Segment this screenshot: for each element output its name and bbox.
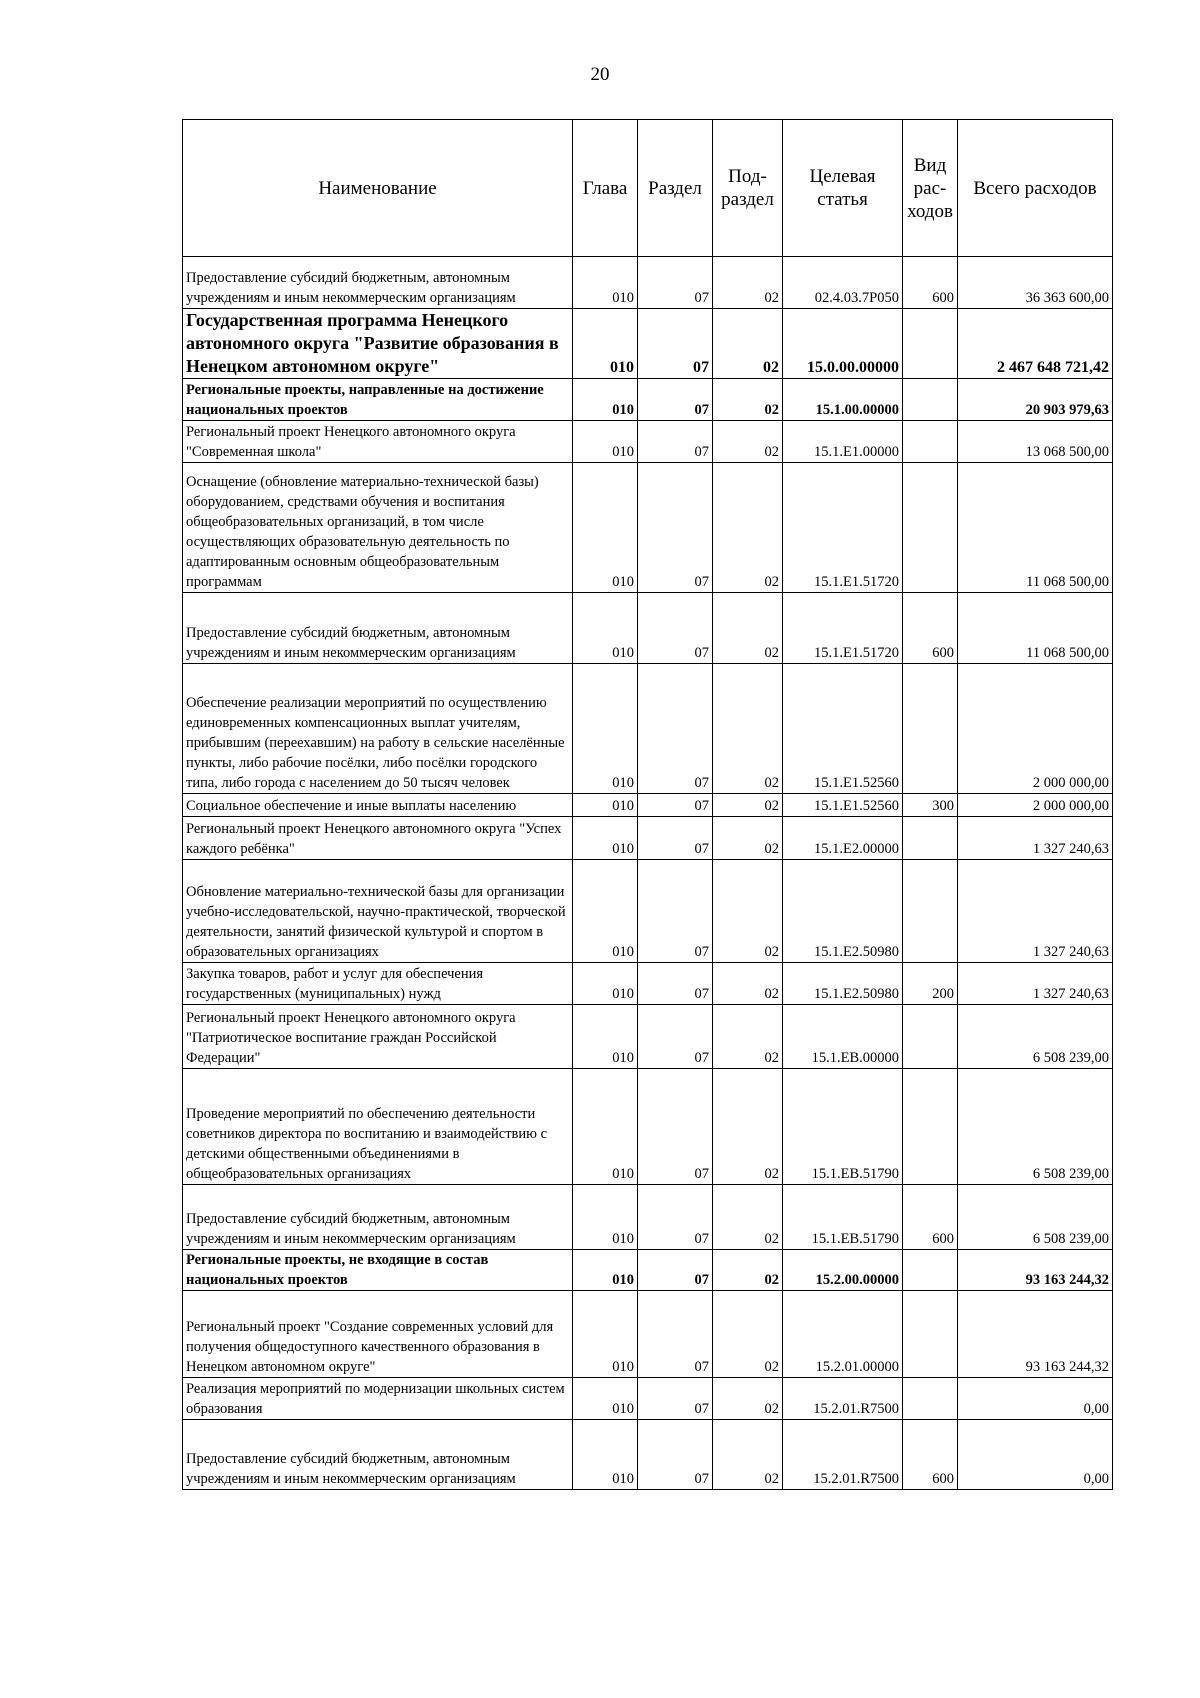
cell-total: 6 508 239,00: [958, 1185, 1113, 1250]
table-row: [183, 257, 1113, 309]
cell-expense-type: [903, 463, 958, 593]
header-expense-type: Вид рас-ходов: [903, 120, 958, 257]
header-row: [183, 120, 1113, 257]
header-name: Наименование: [183, 120, 573, 257]
cell-name: Региональный проект "Создание современных условий для получения общедоступного качественного образования в Ненецком автономном округе": [183, 1291, 573, 1378]
cell-expense-type: [903, 379, 958, 421]
cell-expense-type: 600: [903, 257, 958, 309]
cell-chapter: 010: [573, 664, 638, 794]
cell-total: 36 363 600,00: [958, 257, 1113, 309]
cell-total: 0,00: [958, 1378, 1113, 1420]
cell-target-article: 15.2.01.00000: [783, 1291, 903, 1378]
header-subsection: Под-раздел: [713, 120, 783, 257]
cell-subsection: 02: [713, 664, 783, 794]
cell-section: 07: [638, 1291, 713, 1378]
cell-name: Закупка товаров, работ и услуг для обеспечения государственных (муниципальных) нужд: [183, 963, 573, 1005]
cell-expense-type: 600: [903, 1185, 958, 1250]
cell-section: 07: [638, 257, 713, 309]
cell-target-article: 15.1.Е1.52560: [783, 794, 903, 817]
cell-subsection: 02: [713, 593, 783, 664]
cell-subsection: 02: [713, 257, 783, 309]
cell-subsection: 02: [713, 963, 783, 1005]
cell-subsection: 02: [713, 794, 783, 817]
cell-chapter: 010: [573, 1420, 638, 1490]
table-row: [183, 1185, 1113, 1250]
cell-expense-type: [903, 1069, 958, 1185]
cell-name: Предоставление субсидий бюджетным, автономным учреждениям и иным некоммерческим организациям: [183, 593, 573, 664]
header-total: Всего расходов: [958, 120, 1113, 257]
cell-chapter: 010: [573, 593, 638, 664]
cell-subsection: 02: [713, 379, 783, 421]
cell-expense-type: 600: [903, 1420, 958, 1490]
cell-total: 2 000 000,00: [958, 794, 1113, 817]
cell-chapter: 010: [573, 463, 638, 593]
cell-chapter: 010: [573, 309, 638, 379]
cell-expense-type: [903, 421, 958, 463]
cell-total: 11 068 500,00: [958, 593, 1113, 664]
cell-target-article: 15.1.Е1.51720: [783, 463, 903, 593]
cell-target-article: 15.2.00.00000: [783, 1250, 903, 1291]
cell-total: 93 163 244,32: [958, 1291, 1113, 1378]
cell-subsection: 02: [713, 1069, 783, 1185]
cell-target-article: 15.2.01.R7500: [783, 1420, 903, 1490]
cell-subsection: 02: [713, 309, 783, 379]
cell-section: 07: [638, 1250, 713, 1291]
cell-expense-type: [903, 664, 958, 794]
cell-section: 07: [638, 463, 713, 593]
cell-target-article: 15.1.00.00000: [783, 379, 903, 421]
cell-target-article: 02.4.03.7Р050: [783, 257, 903, 309]
cell-total: 2 000 000,00: [958, 664, 1113, 794]
table-row: [183, 817, 1113, 860]
cell-target-article: 15.1.Е2.00000: [783, 817, 903, 860]
header-chapter: Глава: [573, 120, 638, 257]
cell-section: 07: [638, 1378, 713, 1420]
cell-chapter: 010: [573, 860, 638, 963]
header-target-article: Целевая статья: [783, 120, 903, 257]
cell-section: 07: [638, 421, 713, 463]
cell-section: 07: [638, 1005, 713, 1069]
cell-expense-type: [903, 817, 958, 860]
table-row: [183, 1005, 1113, 1069]
cell-subsection: 02: [713, 860, 783, 963]
cell-section: 07: [638, 817, 713, 860]
cell-expense-type: [903, 309, 958, 379]
cell-expense-type: 200: [903, 963, 958, 1005]
cell-section: 07: [638, 593, 713, 664]
cell-section: 07: [638, 309, 713, 379]
cell-subsection: 02: [713, 1420, 783, 1490]
cell-expense-type: [903, 1250, 958, 1291]
cell-target-article: 15.1.Е1.52560: [783, 664, 903, 794]
cell-chapter: 010: [573, 963, 638, 1005]
cell-section: 07: [638, 664, 713, 794]
cell-name: Оснащение (обновление материально-технической базы) оборудованием, средствами обучения и воспитания общеобразовательных организаций, в том числе осуществляющих образовательную деятельность по адаптированным основным общеобразовательным программам: [183, 463, 573, 593]
table-body: [183, 257, 1113, 1490]
cell-expense-type: [903, 1291, 958, 1378]
cell-total: 20 903 979,63: [958, 379, 1113, 421]
cell-target-article: 15.1.Е1.00000: [783, 421, 903, 463]
cell-chapter: 010: [573, 379, 638, 421]
cell-total: 0,00: [958, 1420, 1113, 1490]
cell-total: 13 068 500,00: [958, 421, 1113, 463]
table-row: [183, 593, 1113, 664]
cell-total: 2 467 648 721,42: [958, 309, 1113, 379]
cell-chapter: 010: [573, 257, 638, 309]
cell-target-article: 15.1.Е1.51720: [783, 593, 903, 664]
header-section: Раздел: [638, 120, 713, 257]
cell-section: 07: [638, 1069, 713, 1185]
cell-section: 07: [638, 1420, 713, 1490]
cell-chapter: 010: [573, 817, 638, 860]
table-row: [183, 463, 1113, 593]
cell-chapter: 010: [573, 1185, 638, 1250]
cell-expense-type: [903, 1378, 958, 1420]
cell-chapter: 010: [573, 794, 638, 817]
cell-expense-type: 600: [903, 593, 958, 664]
table-row: [183, 1378, 1113, 1420]
cell-name: Региональный проект Ненецкого автономного округа "Современная школа": [183, 421, 573, 463]
cell-chapter: 010: [573, 1378, 638, 1420]
cell-total: 1 327 240,63: [958, 963, 1113, 1005]
cell-chapter: 010: [573, 1005, 638, 1069]
cell-name: Реализация мероприятий по модернизации школьных систем образования: [183, 1378, 573, 1420]
table-row: [183, 1420, 1113, 1490]
table-row: [183, 860, 1113, 963]
cell-total: 6 508 239,00: [958, 1005, 1113, 1069]
cell-name: Региональный проект Ненецкого автономного округа "Успех каждого ребёнка": [183, 817, 573, 860]
table-row: [183, 1291, 1113, 1378]
cell-section: 07: [638, 379, 713, 421]
cell-target-article: 15.1.Е2.50980: [783, 963, 903, 1005]
cell-chapter: 010: [573, 1069, 638, 1185]
cell-section: 07: [638, 1185, 713, 1250]
cell-subsection: 02: [713, 1005, 783, 1069]
table-row: [183, 421, 1113, 463]
cell-chapter: 010: [573, 1291, 638, 1378]
cell-expense-type: 300: [903, 794, 958, 817]
cell-name: Предоставление субсидий бюджетным, автономным учреждениям и иным некоммерческим организациям: [183, 257, 573, 309]
page-number: 20: [590, 64, 610, 85]
cell-name: Обеспечение реализации мероприятий по осуществлению единовременных компенсационных выплат учителям, прибывшим (переехавшим) на работу в сельские населённые пункты, либо рабочие посёлки, либо посёлки городского типа, либо города с населением до 50 тысяч человек: [183, 664, 573, 794]
cell-total: 1 327 240,63: [958, 860, 1113, 963]
table-row: [183, 664, 1113, 794]
cell-section: 07: [638, 963, 713, 1005]
cell-total: 1 327 240,63: [958, 817, 1113, 860]
table-row: [183, 309, 1113, 379]
budget-table: [182, 119, 1113, 1490]
cell-target-article: 15.2.01.R7500: [783, 1378, 903, 1420]
cell-name: Региональные проекты, не входящие в состав национальных проектов: [183, 1250, 573, 1291]
cell-target-article: 15.1.ЕВ.00000: [783, 1005, 903, 1069]
table-row: [183, 1069, 1113, 1185]
cell-target-article: 15.1.ЕВ.51790: [783, 1069, 903, 1185]
cell-subsection: 02: [713, 421, 783, 463]
cell-expense-type: [903, 860, 958, 963]
cell-name: Государственная программа Ненецкого автономного округа "Развитие образования в Ненецком автономном округе": [183, 309, 573, 379]
cell-total: 11 068 500,00: [958, 463, 1113, 593]
cell-subsection: 02: [713, 817, 783, 860]
cell-name: Региональные проекты, направленные на достижение национальных проектов: [183, 379, 573, 421]
cell-name: Обновление материально-технической базы для организации учебно-исследовательской, научно-практической, творческой деятельности, занятий физической культурой и спортом в образовательных организациях: [183, 860, 573, 963]
table-row: [183, 379, 1113, 421]
cell-total: 6 508 239,00: [958, 1069, 1113, 1185]
cell-name: Социальное обеспечение и иные выплаты населению: [183, 794, 573, 817]
table-row: [183, 963, 1113, 1005]
cell-subsection: 02: [713, 1185, 783, 1250]
cell-section: 07: [638, 860, 713, 963]
cell-name: Региональный проект Ненецкого автономного округа "Патриотическое воспитание граждан Российской Федерации": [183, 1005, 573, 1069]
cell-total: 93 163 244,32: [958, 1250, 1113, 1291]
cell-target-article: 15.0.00.00000: [783, 309, 903, 379]
cell-target-article: 15.1.Е2.50980: [783, 860, 903, 963]
cell-chapter: 010: [573, 1250, 638, 1291]
cell-name: Предоставление субсидий бюджетным, автономным учреждениям и иным некоммерческим организациям: [183, 1185, 573, 1250]
table-row: [183, 1250, 1113, 1291]
cell-subsection: 02: [713, 463, 783, 593]
cell-subsection: 02: [713, 1378, 783, 1420]
cell-section: 07: [638, 794, 713, 817]
cell-expense-type: [903, 1005, 958, 1069]
cell-subsection: 02: [713, 1250, 783, 1291]
cell-name: Проведение мероприятий по обеспечению деятельности советников директора по воспитанию и взаимодействию с детскими общественными объединениями в общеобразовательных организациях: [183, 1069, 573, 1185]
table-row: [183, 794, 1113, 817]
cell-name: Предоставление субсидий бюджетным, автономным учреждениям и иным некоммерческим организациям: [183, 1420, 573, 1490]
cell-chapter: 010: [573, 421, 638, 463]
cell-subsection: 02: [713, 1291, 783, 1378]
cell-target-article: 15.1.ЕВ.51790: [783, 1185, 903, 1250]
